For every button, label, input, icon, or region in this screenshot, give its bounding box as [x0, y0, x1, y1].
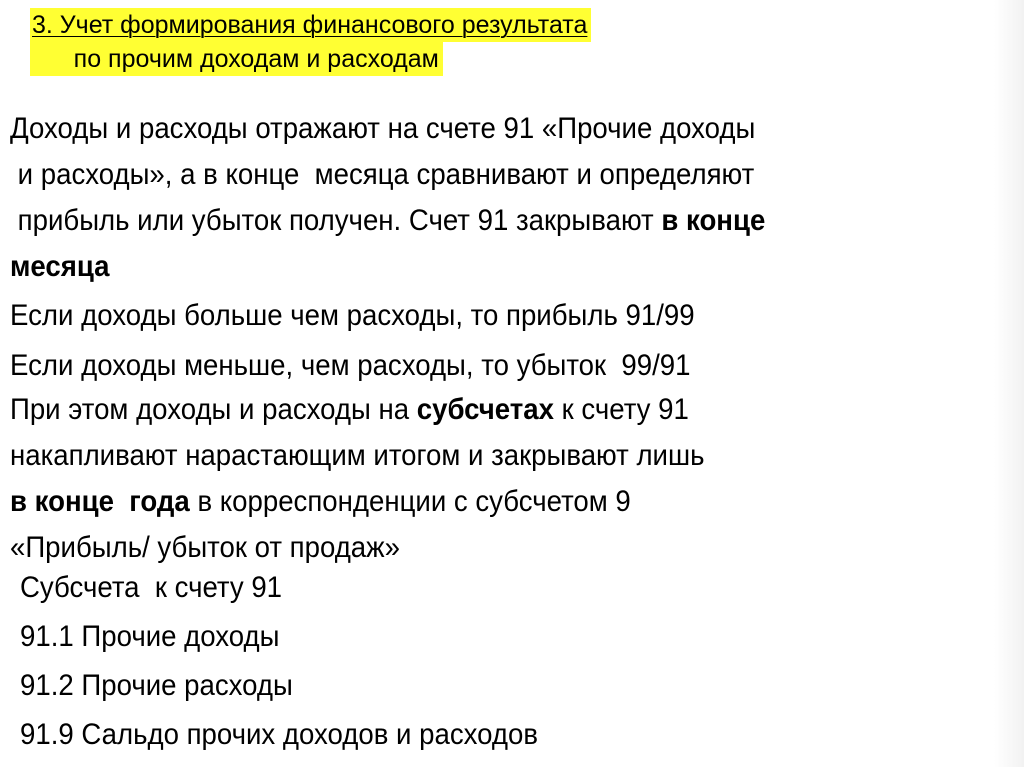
body-line-2: и расходы», а в конце месяца сравнивают и определяют [10, 158, 755, 191]
subaccounts-heading: Субсчета к счету 91 [20, 571, 283, 604]
subaccount-item: 91.1 Прочие доходы [20, 620, 280, 653]
slide-title [30, 8, 591, 76]
body-line-8: накапливают нарастающим итогом и закрывают лишь [10, 439, 705, 472]
body-line-10: «Прибыль/ убыток от продаж» [10, 531, 400, 564]
profit-line: Если доходы больше чем расходы, то прибыль 91/99 [10, 299, 695, 332]
title-line-2: по прочим доходам и расходам [30, 42, 443, 76]
loss-line: Если доходы меньше, чем расходы, то убыток 99/91 [10, 349, 691, 382]
body-line-9-bold: в конце года [10, 485, 190, 518]
body-line-7 [10, 392, 689, 428]
body-line-9 [10, 484, 631, 520]
body-line-7-a: При этом доходы и расходы на [10, 393, 417, 426]
body-line-9-text: в корреспонденции с субсчетом 9 [189, 485, 631, 518]
body-line-7-bold: субсчетах [416, 393, 555, 426]
subaccount-item: 91.2 Прочие расходы [20, 669, 293, 702]
body-line-3-bold: в конце [661, 204, 766, 237]
body-line-4-bold: месяца [10, 250, 110, 283]
body-line-3-text: прибыль или убыток получен. Счет 91 закрывают [10, 204, 662, 237]
title-line-1: 3. Учет формирования финансового результата [30, 8, 591, 42]
subaccount-item: 91.9 Сальдо прочих доходов и расходов [20, 718, 538, 751]
body-line-3 [10, 203, 765, 239]
slide-edge-shading [994, 0, 1024, 767]
body-line-4 [10, 249, 110, 285]
body-line-7-c: к счету 91 [554, 393, 689, 426]
body-line-1: Доходы и расходы отражают на счете 91 «Прочие доходы [10, 112, 756, 145]
